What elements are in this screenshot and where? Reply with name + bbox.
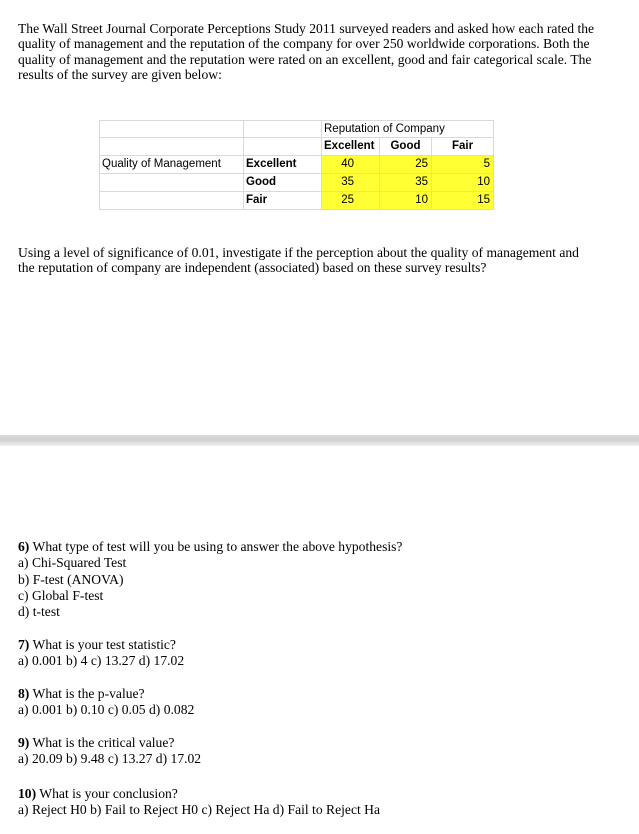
intro-paragraph: The Wall Street Journal Corporate Perceptions Study 2011 surveyed readers and asked how each rated the quality of management and the reputation of the company for over 250 worldwide corporations. Both the quality of management and the reputation were rated on an excellent, good and fair categorical scale. The results of the survey are given below: [18,21,595,83]
question-text: What is the critical value? [32,735,175,750]
question-7 [18,637,618,670]
col-header-excellent: Excellent [322,138,380,156]
col-header-good: Good [380,138,432,156]
table-cell: 5 [432,156,494,174]
answer-option[interactable]: d) t-test [18,604,60,620]
question-number: 7) [18,637,30,652]
question-paragraph: Using a level of significance of 0.01, investigate if the perception about the quality of management and the reputation of company are independent (associated) based on these survey results? [18,245,579,276]
question-number: 10) [18,786,37,801]
question-6 [18,539,618,620]
question-number: 8) [18,686,30,701]
question-8 [18,686,618,719]
question-text: What is the p-value? [32,686,145,701]
col-header-fair: Fair [432,138,494,156]
table-cell: 35 [380,174,432,192]
answer-option[interactable]: a) Chi-Squared Test [18,555,127,571]
answer-options[interactable]: a) Reject H0 b) Fail to Reject H0 c) Reject Ha d) Fail to Reject Ha [18,802,380,818]
question-text: What is your test statistic? [32,637,176,652]
table-cell: 25 [322,192,380,210]
table-cell: 10 [432,174,494,192]
row-label-fair: Fair [244,192,322,210]
question-number: 9) [18,735,30,750]
col-group-header: Reputation of Company [322,120,494,138]
table-cell: 35 [322,174,380,192]
table-cell: 40 [322,156,380,174]
table-cell: 10 [380,192,432,210]
page-divider [0,435,639,446]
answer-option[interactable]: c) Global F-test [18,587,104,603]
answer-option[interactable]: b) F-test (ANOVA) [18,571,124,587]
answer-options[interactable]: a) 0.001 b) 4 c) 13.27 d) 17.02 [18,653,185,669]
answer-options[interactable]: a) 20.09 b) 9.48 c) 13.27 d) 17.02 [18,751,202,767]
table-cell: 25 [380,156,432,174]
question-text: What type of test will you be using to answer the above hypothesis? [32,539,403,554]
row-label-good: Good [244,174,322,192]
question-text: What is your conclusion? [39,786,178,801]
question-10 [18,786,618,819]
answer-options[interactable]: a) 0.001 b) 0.10 c) 0.05 d) 0.082 [18,702,195,718]
question-9 [18,735,618,768]
row-group-header: Quality of Management [99,156,244,174]
table-cell: 15 [432,192,494,210]
row-label-excellent: Excellent [244,156,322,174]
question-number: 6) [18,539,30,554]
